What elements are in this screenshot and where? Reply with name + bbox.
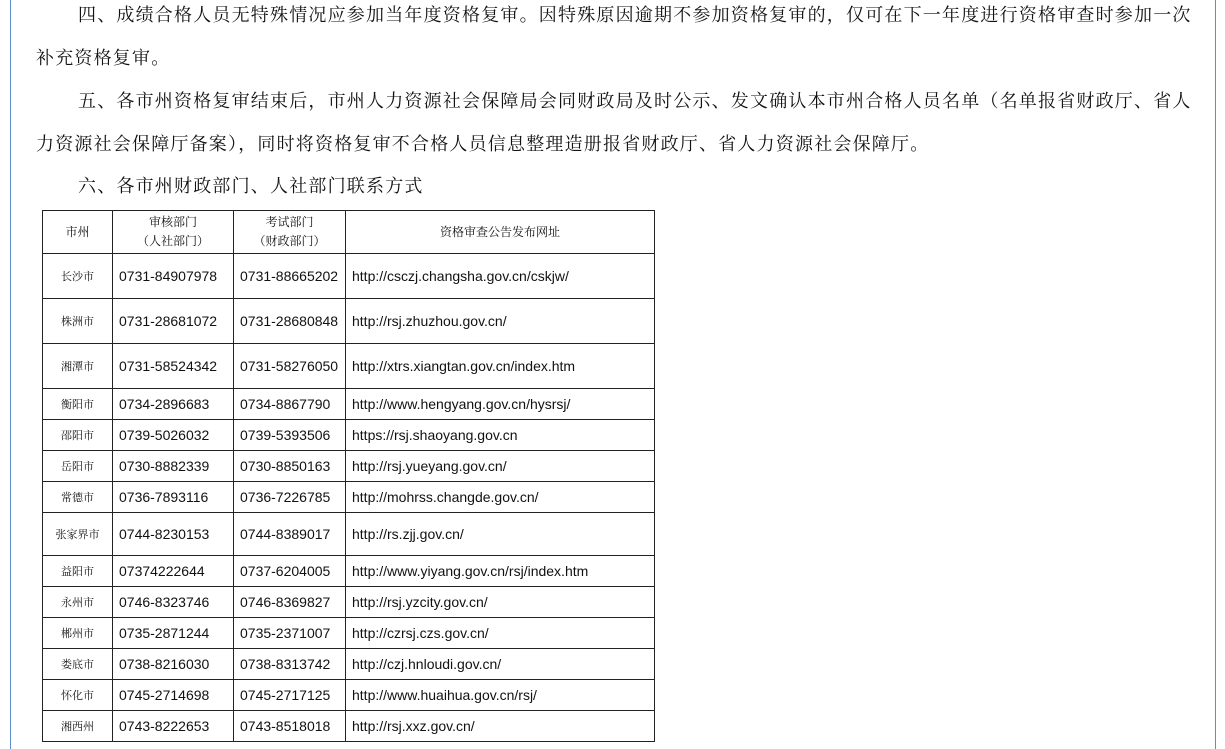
city-cell: 永州市 (43, 587, 113, 618)
review-phone: 0735-2871244 (113, 618, 234, 649)
exam-phone: 0731-88665202 (234, 254, 346, 299)
city-cell: 衡阳市 (43, 389, 113, 420)
city-cell: 湘西州 (43, 711, 113, 742)
exam-phone: 0745-2717125 (234, 680, 346, 711)
header-review-line2: （人社部门） (136, 234, 209, 248)
site-link[interactable]: http://rsj.xxz.gov.cn/ (346, 711, 655, 742)
review-phone: 0730-8882339 (113, 451, 234, 482)
header-exam-line2: （财政部门） (253, 234, 326, 248)
site-link[interactable]: http://www.huaihua.gov.cn/rsj/ (346, 680, 655, 711)
review-phone: 0746-8323746 (113, 587, 234, 618)
exam-phone: 0730-8850163 (234, 451, 346, 482)
city-cell: 邵阳市 (43, 420, 113, 451)
table-row (43, 618, 655, 649)
header-review-dept (113, 211, 234, 254)
site-link[interactable]: http://www.hengyang.gov.cn/hysrsj/ (346, 389, 655, 420)
exam-phone: 0731-28680848 (234, 299, 346, 344)
city-cell: 常德市 (43, 482, 113, 513)
exam-phone: 0746-8369827 (234, 587, 346, 618)
site-link[interactable]: http://rsj.yueyang.gov.cn/ (346, 451, 655, 482)
site-link[interactable]: http://mohrss.changde.gov.cn/ (346, 482, 655, 513)
site-link[interactable]: http://rsj.zhuzhou.gov.cn/ (346, 299, 655, 344)
table-row (43, 451, 655, 482)
exam-phone: 0738-8313742 (234, 649, 346, 680)
header-site: 资格审查公告发布网址 (346, 211, 655, 254)
paragraph-six-text: 六、各市州财政部门、人社部门联系方式 (78, 176, 424, 197)
exam-phone: 0744-8389017 (234, 513, 346, 556)
paragraph-five (36, 80, 1200, 166)
city-cell: 郴州市 (43, 618, 113, 649)
table-row (43, 556, 655, 587)
city-cell: 益阳市 (43, 556, 113, 587)
header-exam-line1: 考试部门 (265, 215, 314, 229)
table-row (43, 482, 655, 513)
site-link[interactable]: http://xtrs.xiangtan.gov.cn/index.htm (346, 344, 655, 389)
table-row (43, 344, 655, 389)
review-phone: 0745-2714698 (113, 680, 234, 711)
table-row (43, 420, 655, 451)
city-cell: 湘潭市 (43, 344, 113, 389)
contacts-table (42, 210, 655, 742)
paragraph-five-text: 五、各市州资格复审结束后，市州人力资源社会保障局会同财政局及时公示、发文确认本市州合格人员名单（名单报省财政厅、省人力资源社会保障厅备案），同时将资格复审不合格人员信息整理造册报省财政厅、省人力资源社会保障厅。 (36, 91, 1192, 155)
table-row (43, 680, 655, 711)
review-phone: 0731-58524342 (113, 344, 234, 389)
table-row (43, 254, 655, 299)
city-cell: 张家界市 (43, 513, 113, 556)
header-exam-dept (234, 211, 346, 254)
table-row (43, 649, 655, 680)
paragraph-four (36, 0, 1200, 80)
review-phone: 0738-8216030 (113, 649, 234, 680)
exam-phone: 0734-8867790 (234, 389, 346, 420)
paragraph-six (36, 165, 1200, 208)
site-link[interactable]: https://rsj.shaoyang.gov.cn (346, 420, 655, 451)
site-link[interactable]: http://csczj.changsha.gov.cn/cskjw/ (346, 254, 655, 299)
exam-phone: 0731-58276050 (234, 344, 346, 389)
table-row (43, 587, 655, 618)
page-border-left (10, 0, 11, 749)
table-row (43, 299, 655, 344)
exam-phone: 0743-8518018 (234, 711, 346, 742)
city-cell: 娄底市 (43, 649, 113, 680)
city-cell: 怀化市 (43, 680, 113, 711)
review-phone: 0739-5026032 (113, 420, 234, 451)
site-link[interactable]: http://www.yiyang.gov.cn/rsj/index.htm (346, 556, 655, 587)
site-link[interactable]: http://czj.hnloudi.gov.cn/ (346, 649, 655, 680)
page-border-right (1215, 0, 1216, 749)
header-review-line1: 审核部门 (148, 215, 197, 229)
table-header-row (43, 211, 655, 254)
site-link[interactable]: http://rsj.yzcity.gov.cn/ (346, 587, 655, 618)
header-city: 市州 (43, 211, 113, 254)
site-link[interactable]: http://czrsj.czs.gov.cn/ (346, 618, 655, 649)
exam-phone: 0736-7226785 (234, 482, 346, 513)
review-phone: 07374222644 (113, 556, 234, 587)
exam-phone: 0735-2371007 (234, 618, 346, 649)
city-cell: 岳阳市 (43, 451, 113, 482)
review-phone: 0731-84907978 (113, 254, 234, 299)
exam-phone: 0739-5393506 (234, 420, 346, 451)
city-cell: 株洲市 (43, 299, 113, 344)
site-link[interactable]: http://rs.zjj.gov.cn/ (346, 513, 655, 556)
exam-phone: 0737-6204005 (234, 556, 346, 587)
review-phone: 0731-28681072 (113, 299, 234, 344)
table-row (43, 513, 655, 556)
review-phone: 0744-8230153 (113, 513, 234, 556)
table-row (43, 711, 655, 742)
table-row (43, 389, 655, 420)
paragraph-four-text: 四、成绩合格人员无特殊情况应参加当年度资格复审。因特殊原因逾期不参加资格复审的，仅可在下一年度进行资格审查时参加一次补充资格复审。 (36, 5, 1192, 69)
review-phone: 0743-8222653 (113, 711, 234, 742)
city-cell: 长沙市 (43, 254, 113, 299)
review-phone: 0736-7893116 (113, 482, 234, 513)
review-phone: 0734-2896683 (113, 389, 234, 420)
